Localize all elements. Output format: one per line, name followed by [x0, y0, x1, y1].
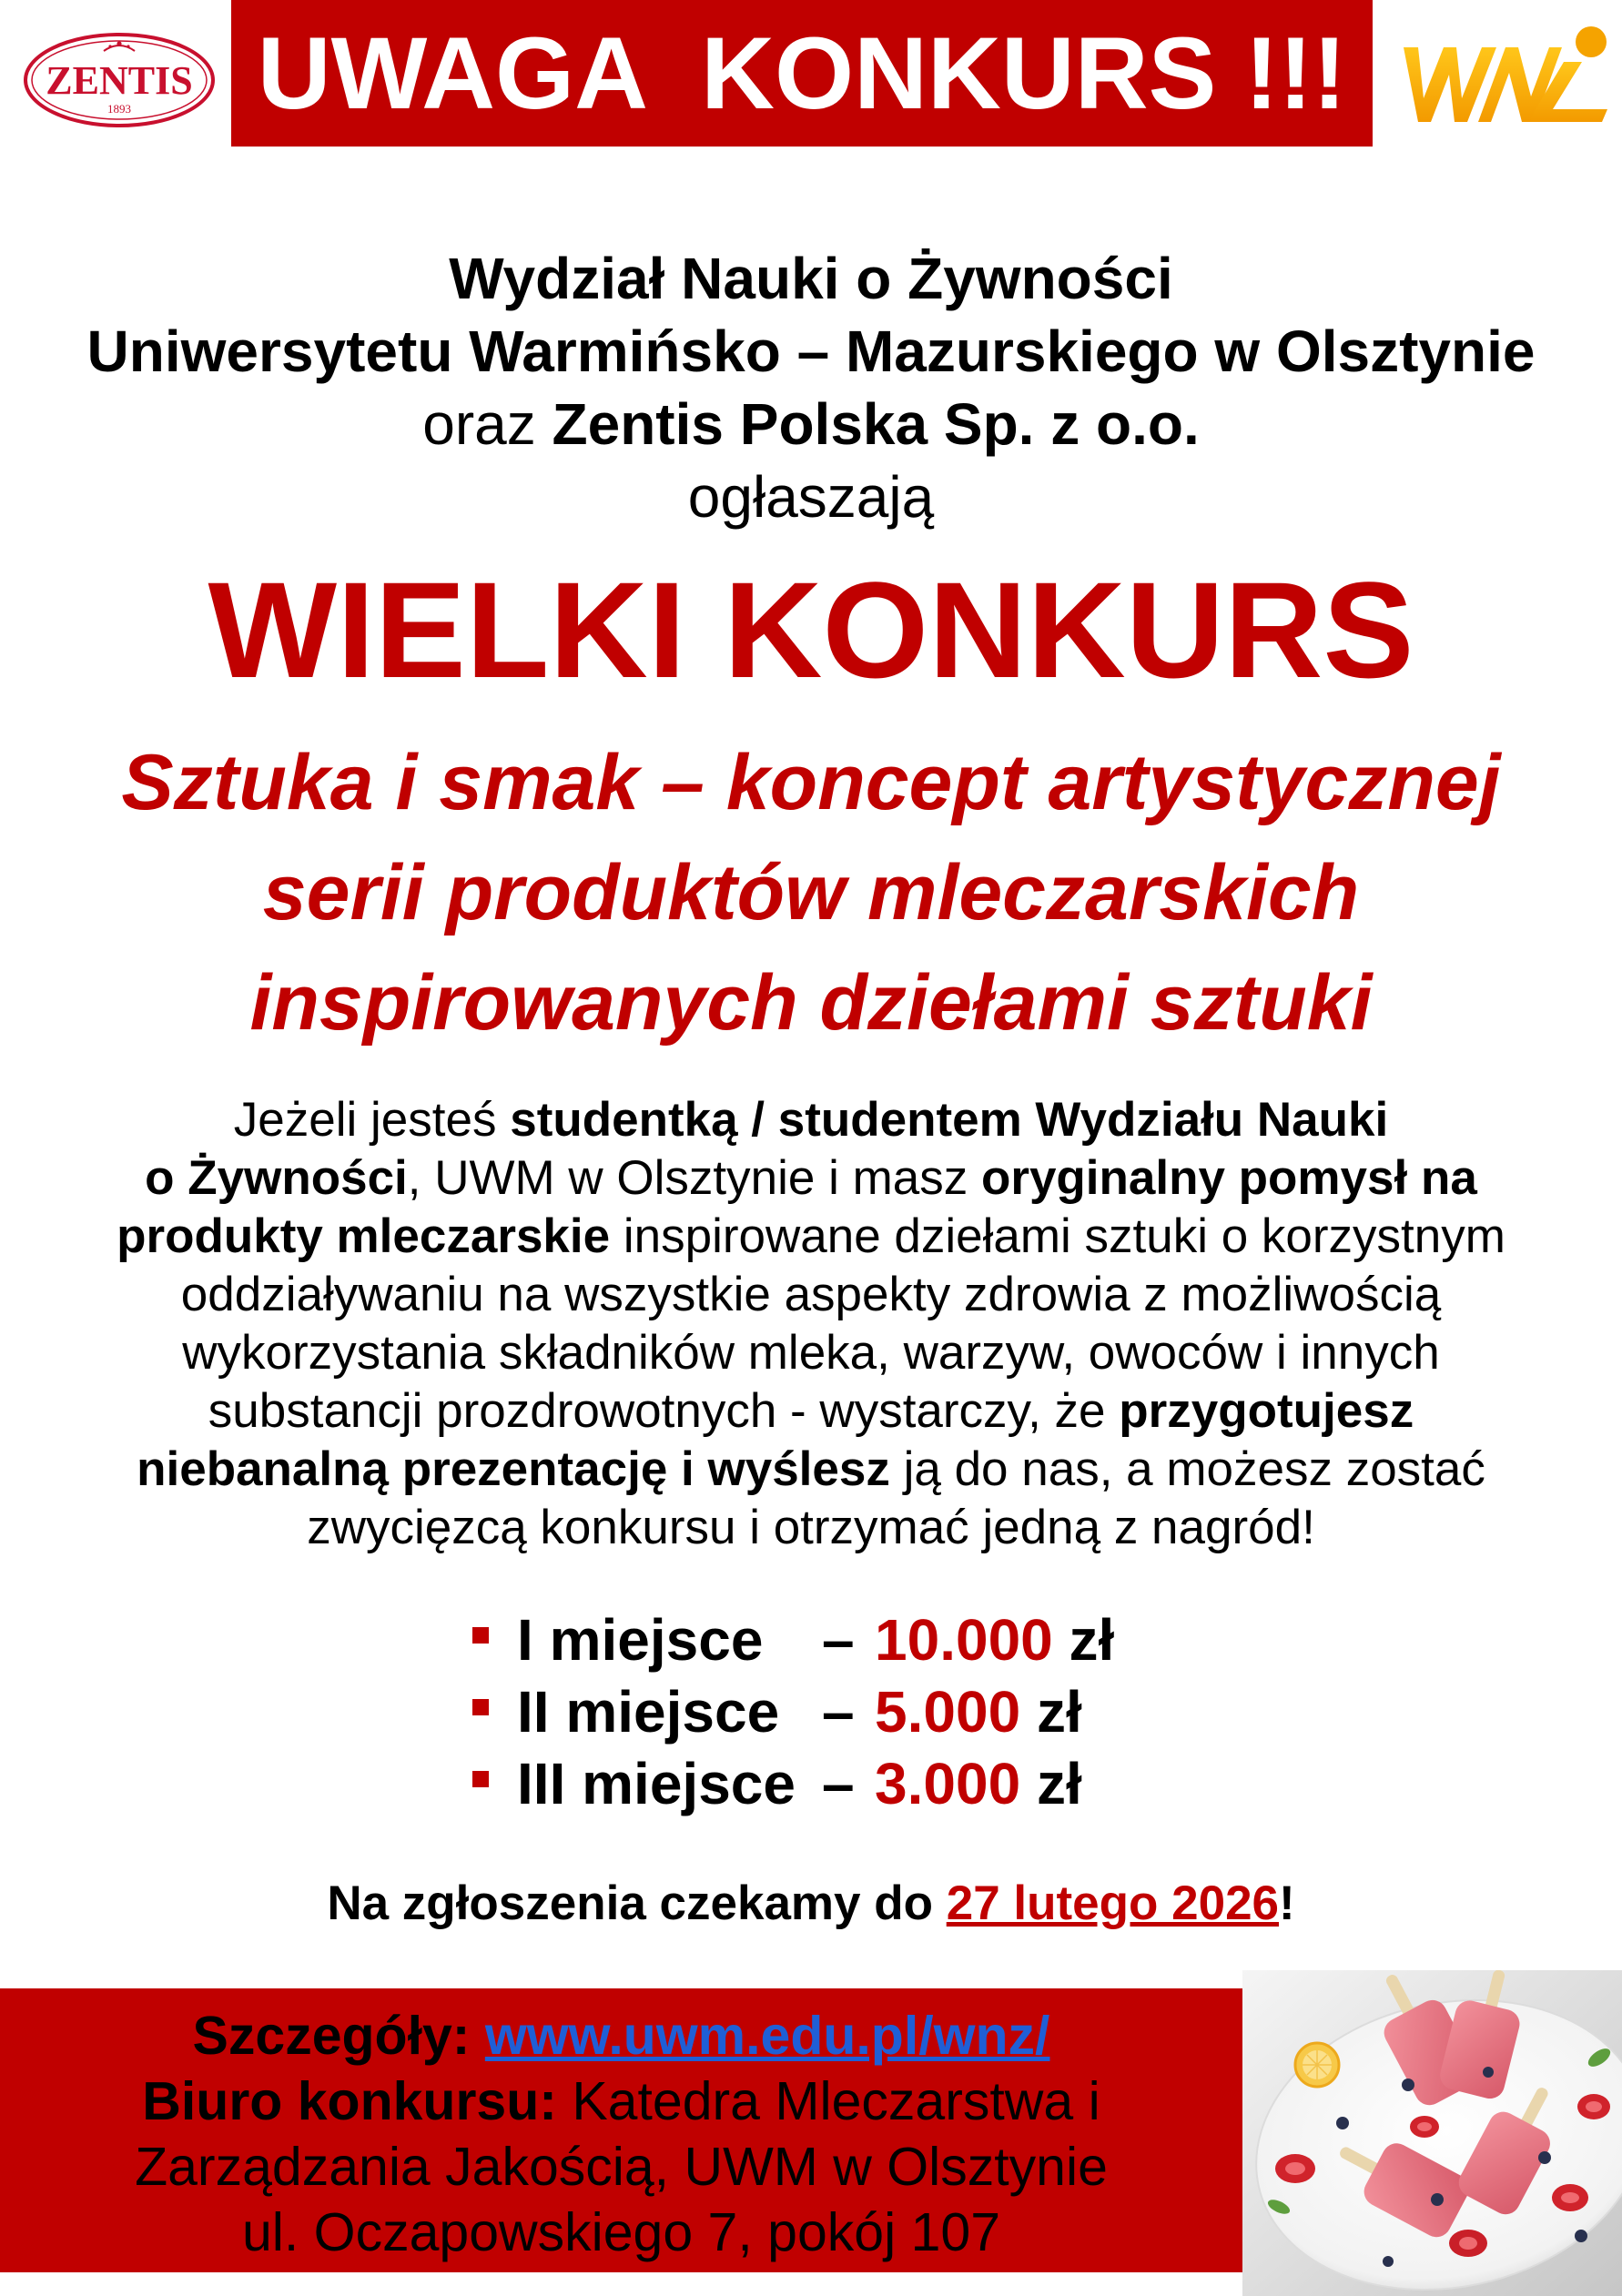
details-label: Szczegóły: [192, 2006, 471, 2066]
description-line [0, 1149, 1622, 1208]
prize-currency: zł [1036, 1751, 1082, 1816]
square-bullet-icon [472, 1771, 489, 1787]
subtitle-line: inspirowanych dziełami sztuki [249, 959, 1373, 1047]
zentis-logo-wordmark: ZENTIS [46, 58, 193, 103]
contest-subtitle [0, 728, 1622, 1058]
subtitle-line: Sztuka i smak – koncept artystycznej [121, 739, 1501, 826]
office-text: Katedra Mleczarstwa i [572, 2071, 1100, 2131]
description-emphasis: oryginalny pomysł na [980, 1151, 1477, 1205]
description-text: , UWM w Olsztynie i masz [407, 1151, 968, 1205]
office-address: ul. Oczapowskiego 7, pokój 107 [241, 2202, 1001, 2262]
description-text: Jeżeli jesteś [233, 1093, 497, 1147]
partner-line [0, 388, 1622, 460]
prize-separator: – [822, 1607, 855, 1673]
description-line [0, 1266, 1622, 1324]
office-label: Biuro konkursu: [142, 2071, 557, 2131]
prize-separator: – [822, 1751, 855, 1816]
organizers-block [0, 242, 1622, 533]
square-bullet-icon [472, 1699, 489, 1715]
square-bullet-icon [472, 1627, 489, 1644]
prize-item-third [472, 1748, 1114, 1820]
prize-separator: – [822, 1679, 855, 1745]
banner-title: UWAGA KONKURS !!! [257, 15, 1347, 130]
description-text: inspirowane dziełami sztuki o korzystnym [623, 1209, 1505, 1263]
description-line [0, 1091, 1622, 1149]
office-line [0, 2068, 1242, 2134]
contest-title: WIELKI KONKURS [208, 553, 1414, 706]
description-text: wykorzystania składników mleka, warzyw, owoców i innych [182, 1326, 1440, 1380]
partner-conjunction: oraz [422, 391, 536, 457]
contest-description [0, 1091, 1622, 1557]
description-emphasis: produkty mleczarskie [117, 1209, 611, 1263]
description-emphasis: studentką / studentem Wydziału Nauki [510, 1093, 1389, 1147]
details-link[interactable]: www.uwm.edu.pl/wnz/ [484, 2006, 1050, 2066]
prize-currency: zł [1069, 1607, 1115, 1673]
zentis-logo [22, 31, 217, 129]
details-line [0, 2003, 1242, 2068]
partner-company: Zentis Polska Sp. z o.o. [552, 391, 1200, 457]
subtitle-line: serii produktów mleczarskich [262, 849, 1360, 936]
description-line [0, 1441, 1622, 1499]
deadline-date: 27 lutego 2026 [946, 1876, 1280, 1930]
prize-place: III miejsce [517, 1751, 796, 1816]
description-line [0, 1324, 1622, 1382]
submission-deadline [0, 1875, 1622, 1933]
zentis-logo-year: 1893 [107, 102, 131, 116]
university-name: Uniwersytetu Warmińsko – Mazurskiego w Olsztynie [86, 319, 1536, 384]
deadline-text: Na zgłoszenia czekamy do [327, 1876, 933, 1930]
description-emphasis: o Żywności [145, 1151, 408, 1205]
description-text: oddziaływaniu na wszystkie aspekty zdrowia z możliwością [180, 1268, 1442, 1321]
description-line [0, 1499, 1622, 1557]
deadline-suffix: ! [1279, 1876, 1295, 1930]
prize-item-first [472, 1604, 1114, 1676]
prize-amount: 5.000 [875, 1679, 1021, 1745]
prize-amount: 3.000 [875, 1751, 1021, 1816]
prize-place: I miejsce [517, 1607, 764, 1673]
prize-item-second [472, 1676, 1114, 1748]
prize-currency: zł [1036, 1679, 1082, 1745]
popsicles-photo [1242, 1970, 1622, 2296]
description-text: substancji prozdrowotnych - wystarczy, że [208, 1384, 1106, 1438]
description-line [0, 1382, 1622, 1441]
contest-banner [231, 0, 1373, 147]
description-line [0, 1208, 1622, 1266]
contact-text [0, 2003, 1242, 2265]
faculty-name: Wydział Nauki o Żywności [449, 246, 1173, 311]
prize-list [472, 1604, 1114, 1820]
description-text: zwycięzcą konkursu i otrzymać jedną z nagród! [307, 1501, 1315, 1554]
office-line: Zarządzania Jakością, UWM w Olsztynie [135, 2137, 1108, 2197]
description-emphasis: przygotujesz [1119, 1384, 1414, 1438]
contact-box [0, 1988, 1242, 2272]
description-emphasis: niebanalną prezentację i wyślesz [137, 1442, 890, 1496]
announce-verb: ogłaszają [687, 464, 935, 530]
wnz-logo [1400, 20, 1613, 131]
prize-amount: 10.000 [875, 1607, 1053, 1673]
prize-place: II miejsce [517, 1679, 780, 1745]
description-text: ją do nas, a możesz zostać [903, 1442, 1485, 1496]
